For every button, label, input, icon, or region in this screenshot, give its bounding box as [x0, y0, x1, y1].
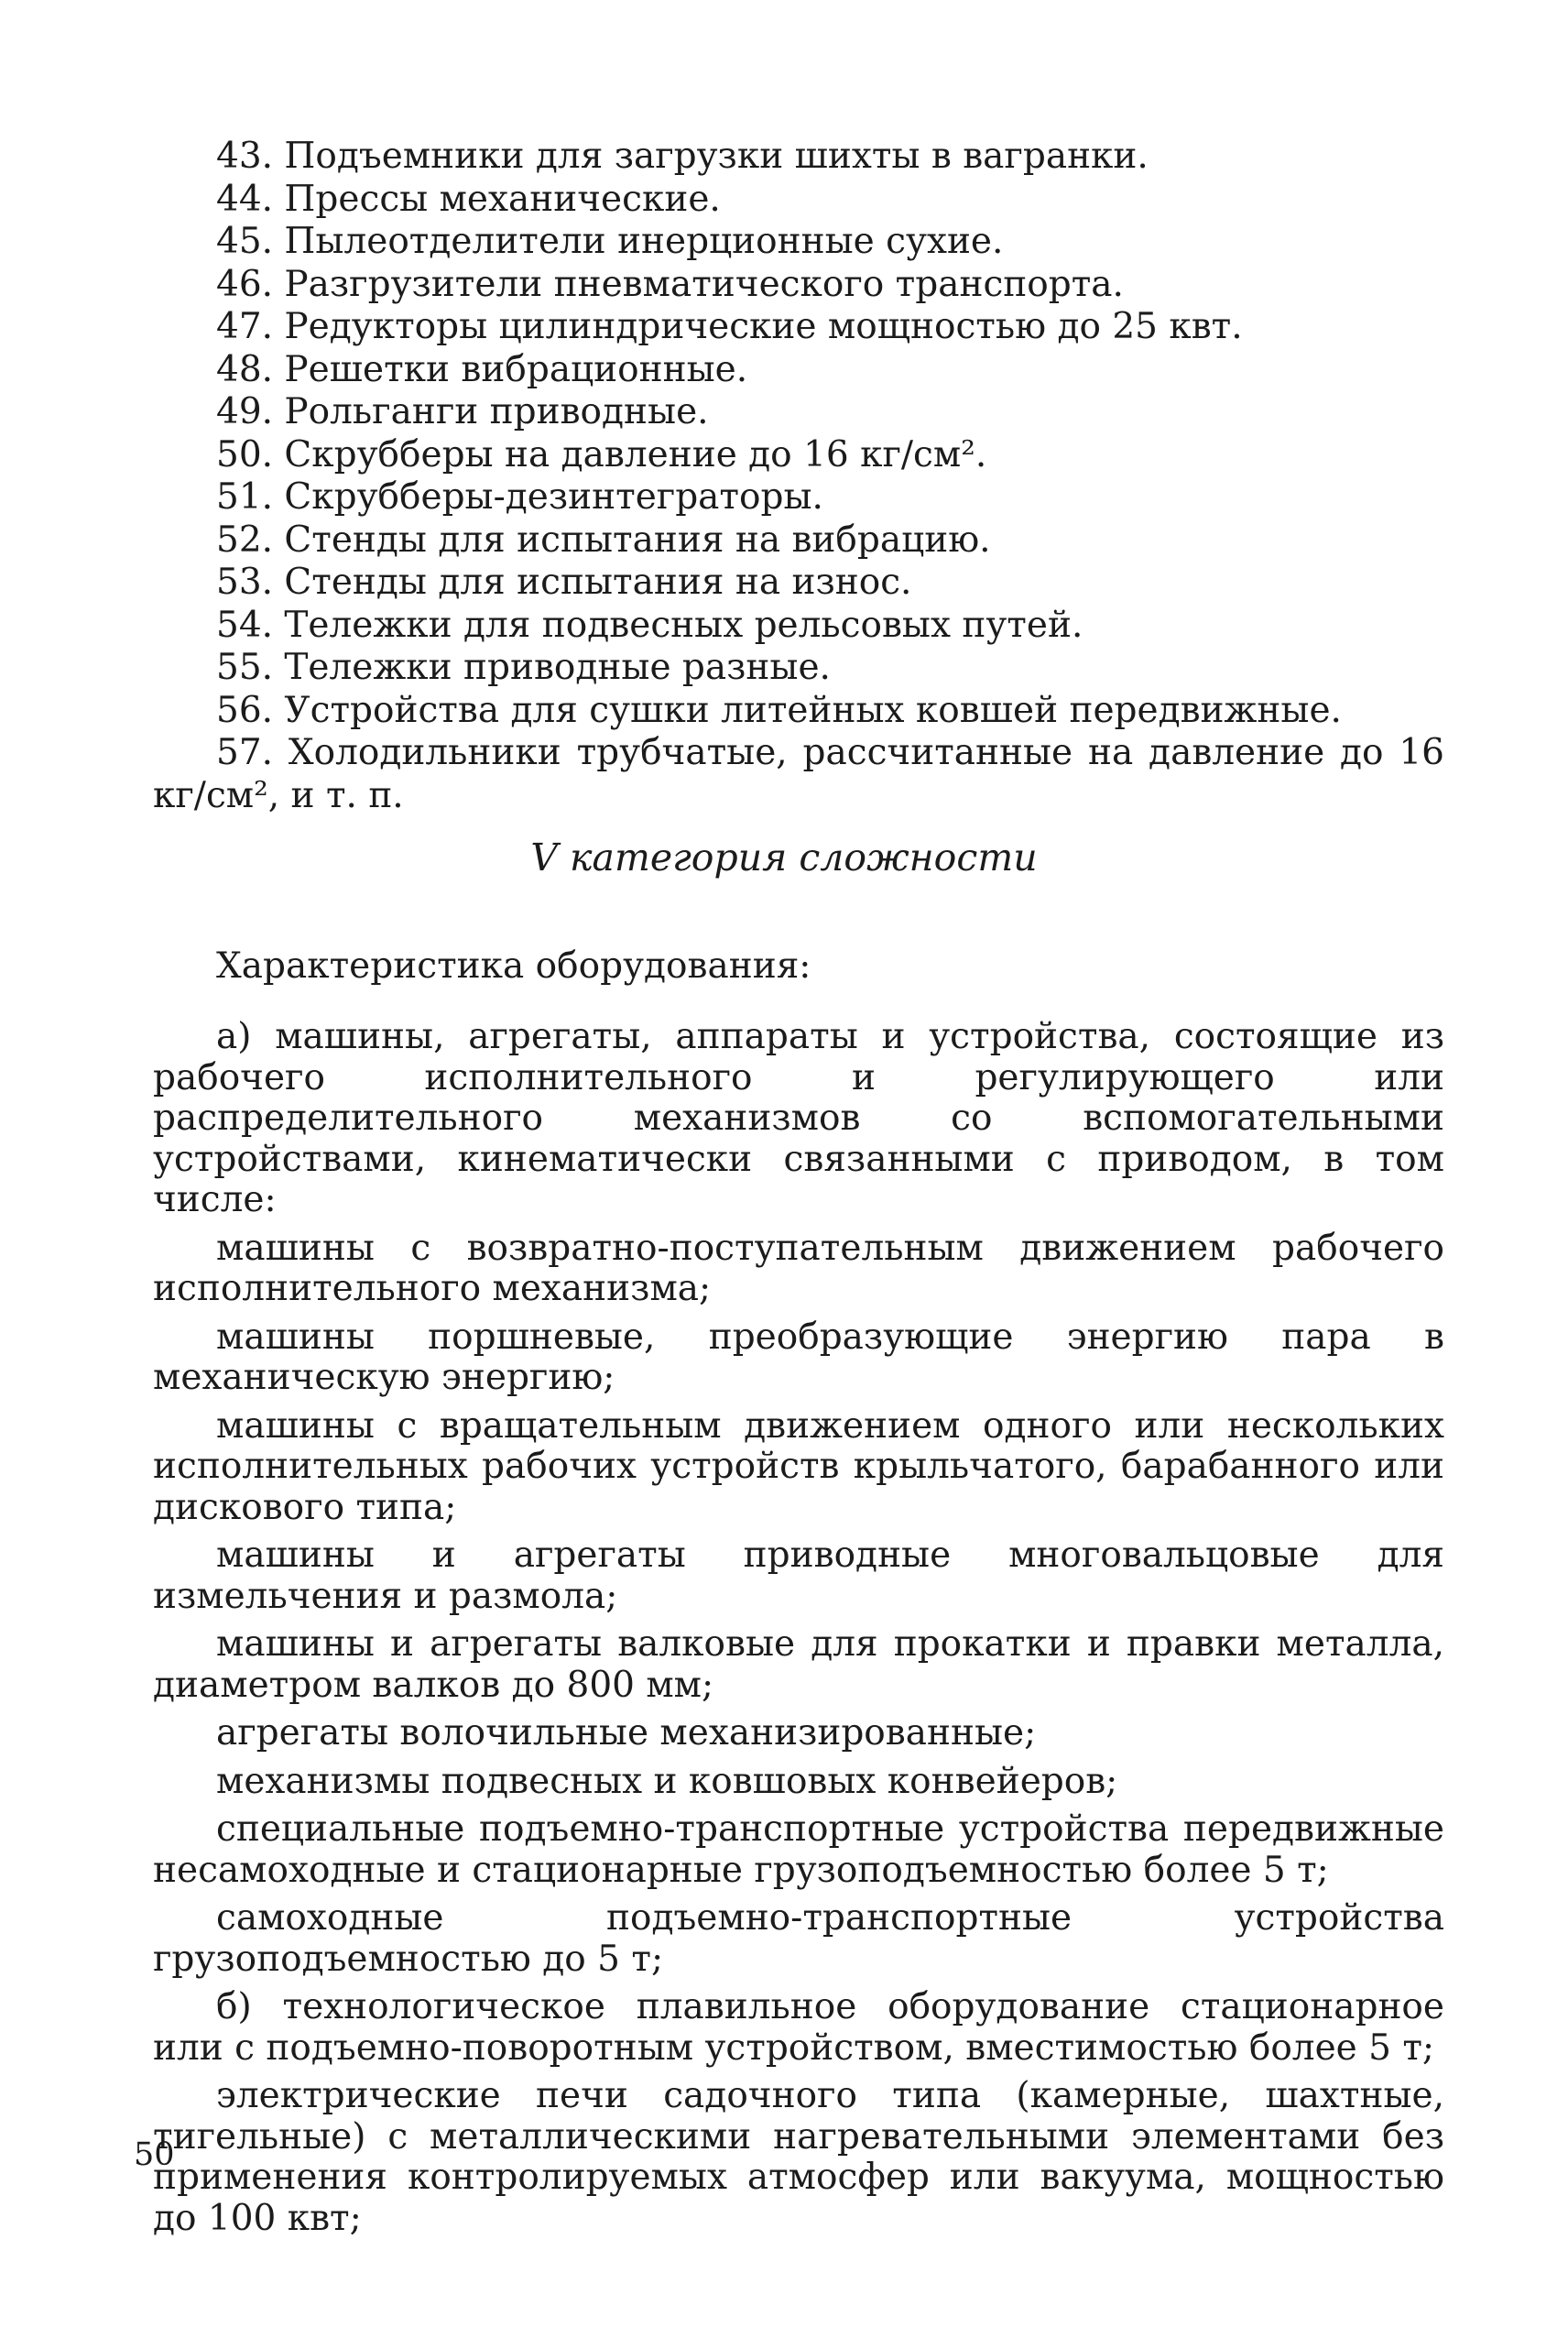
paragraph: машины с вращательным движением одного или нескольких исполнительных рабочих устройств крыльчатого, барабанного или дискового типа;: [153, 1404, 1444, 1528]
paragraph: машины и агрегаты валковые для прокатки и правки металла, диаметром валков до 800 мм;: [153, 1623, 1444, 1706]
list-item: 48. Решетки вибрационные.: [216, 348, 748, 390]
paragraph: машины и агрегаты приводные многовальцовые для измельчения и размола;: [153, 1535, 1444, 1617]
paragraph: машины с возвратно-поступательным движением рабочего исполнительного механизма;: [153, 1227, 1444, 1309]
list-item: 51. Скрубберы-дезинтеграторы.: [216, 476, 823, 518]
paragraph: а) машины, агрегаты, аппараты и устройства, состоящие из рабочего исполнительного и регулирующего или распределительного механизмов со вспомогательными устройствами, кинематически связанными с приводом, в том числе:: [153, 1016, 1444, 1220]
list-item: 43. Подъемники для загрузки шихты в вагранки.: [216, 136, 1149, 177]
list-item: 57. Холодильники трубчатые, рассчитанные на давление до 16 кг/см², и т. п.: [153, 732, 1444, 816]
list-item: 53. Стенды для испытания на износ.: [216, 562, 912, 603]
paragraph: специальные подъемно-транспортные устройства передвижные несамоходные и стационарные грузоподъемностью более 5 т;: [153, 1808, 1444, 1891]
list-item: 56. Устройства для сушки литейных ковшей передвижные.: [216, 689, 1342, 731]
list-item: 49. Рольганги приводные.: [216, 391, 709, 432]
paragraph: машины поршневые, преобразующие энергию пара в механическую энергию;: [153, 1316, 1444, 1398]
paragraph: агрегаты волочильные механизированные;: [216, 1712, 1037, 1753]
paragraph: электрические печи садочного типа (камерные, шахтные, тигельные) с металлическими нагревательными элементами без применения контролируемых атмосфер или вакуума, мощностью до 100 квт;: [153, 2075, 1444, 2239]
list-item: 55. Тележки приводные разные.: [216, 647, 831, 688]
list-item: 46. Разгрузители пневматического транспорта.: [216, 263, 1124, 305]
characteristic-label: Характеристика оборудования:: [216, 945, 811, 987]
equipment-list: [153, 136, 1444, 817]
paragraph: механизмы подвесных и ковшовых конвейеров;: [216, 1760, 1118, 1802]
list-item: 45. Пылеотделители инерционные сухие.: [216, 221, 1004, 262]
list-item: 44. Прессы механические.: [216, 178, 721, 220]
page-number: 50: [134, 2136, 175, 2173]
list-item: 50. Скрубберы на давление до 16 кг/см².: [216, 433, 987, 475]
body-text: [153, 1017, 1444, 2246]
list-item: 54. Тележки для подвесных рельсовых путей.: [216, 604, 1083, 646]
paragraph: самоходные подъемно-транспортные устройства грузоподъемностью до 5 т;: [153, 1897, 1444, 1980]
paragraph: б) технологическое плавильное оборудование стационарное или с подъемно-поворотным устройством, вместимостью более 5 т;: [153, 1986, 1444, 2069]
list-item: 47. Редукторы цилиндрические мощностью до 25 квт.: [216, 306, 1243, 347]
list-item: 52. Стенды для испытания на вибрацию.: [216, 519, 991, 561]
section-heading: V категория сложности: [530, 836, 1038, 879]
